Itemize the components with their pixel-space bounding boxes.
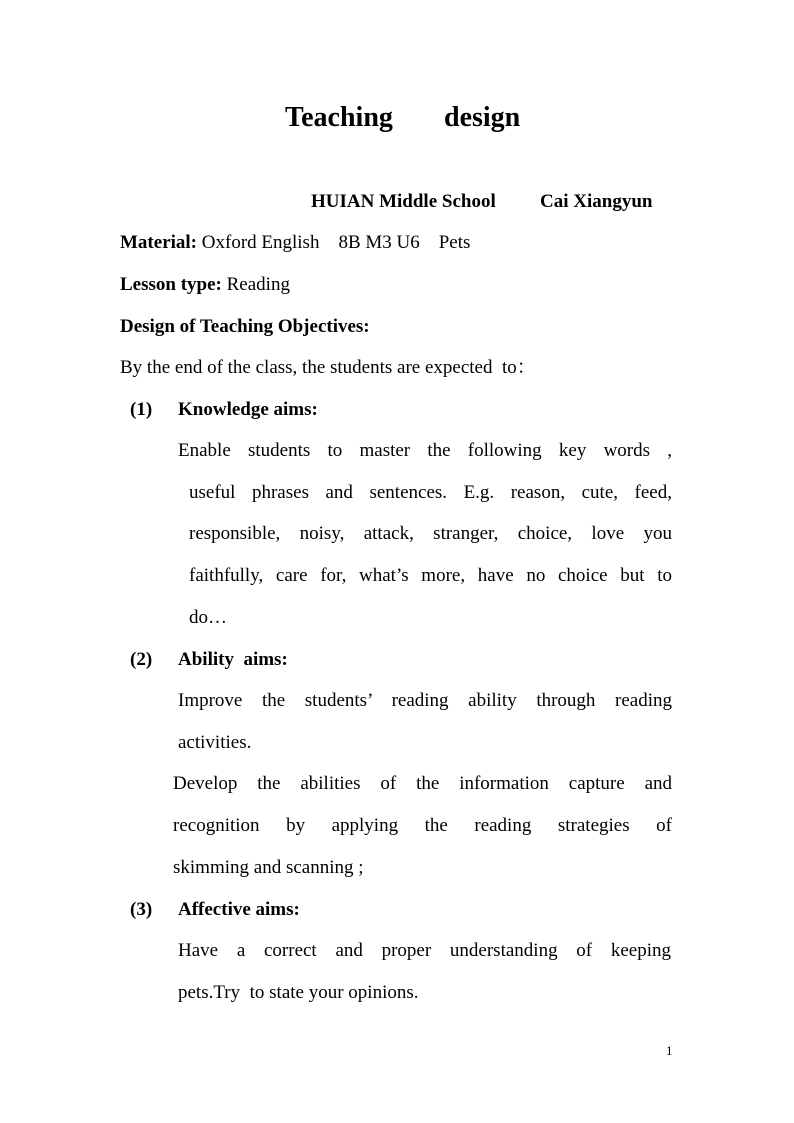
title-word-design: design xyxy=(444,102,521,133)
section-number: (1) xyxy=(130,399,153,420)
lesson-type-line xyxy=(120,275,290,294)
section-line: responsible, noisy, attack, stranger, choice, love you xyxy=(189,523,672,544)
section-line: faithfully, care for, what’s more, have no choice but to xyxy=(189,565,672,586)
school-name: HUIAN Middle School xyxy=(311,191,496,212)
material-label: Material: xyxy=(120,232,198,253)
section-line: Develop the abilities of the information capture and xyxy=(173,773,672,794)
objectives-heading: Design of Teaching Objectives: xyxy=(120,316,370,337)
intro-text: By the end of the class, the students are expected to： xyxy=(120,357,536,378)
section-line: do… xyxy=(189,607,227,628)
section-number: (2) xyxy=(130,649,153,670)
material-line xyxy=(120,233,470,252)
section-number: (3) xyxy=(130,899,153,920)
section-line: useful phrases and sentences. E.g. reason, cute, feed, xyxy=(189,482,672,503)
section-heading: Ability aims: xyxy=(178,649,288,670)
section-line: pets.Try to state your opinions. xyxy=(178,982,419,1003)
section-line: recognition by applying the reading strategies of xyxy=(173,815,672,836)
material-value: Oxford English 8B M3 U6 Pets xyxy=(201,232,471,253)
section-line: Improve the students’ reading ability through reading xyxy=(178,690,672,711)
section-heading: Knowledge aims: xyxy=(178,399,318,420)
section-line: activities. xyxy=(178,732,252,753)
section-heading: Affective aims: xyxy=(178,899,300,920)
title-word-teaching: Teaching xyxy=(285,102,393,133)
section-line: Have a correct and proper understanding of keeping xyxy=(178,940,671,961)
author-name: Cai Xiangyun xyxy=(540,191,653,212)
section-line: Enable students to master the following key words , xyxy=(178,440,672,461)
page-number: 1 xyxy=(666,1043,673,1058)
lesson-type-label: Lesson type: xyxy=(120,274,222,295)
lesson-type-value: Reading xyxy=(226,274,290,295)
section-line: skimming and scanning ; xyxy=(173,857,364,878)
